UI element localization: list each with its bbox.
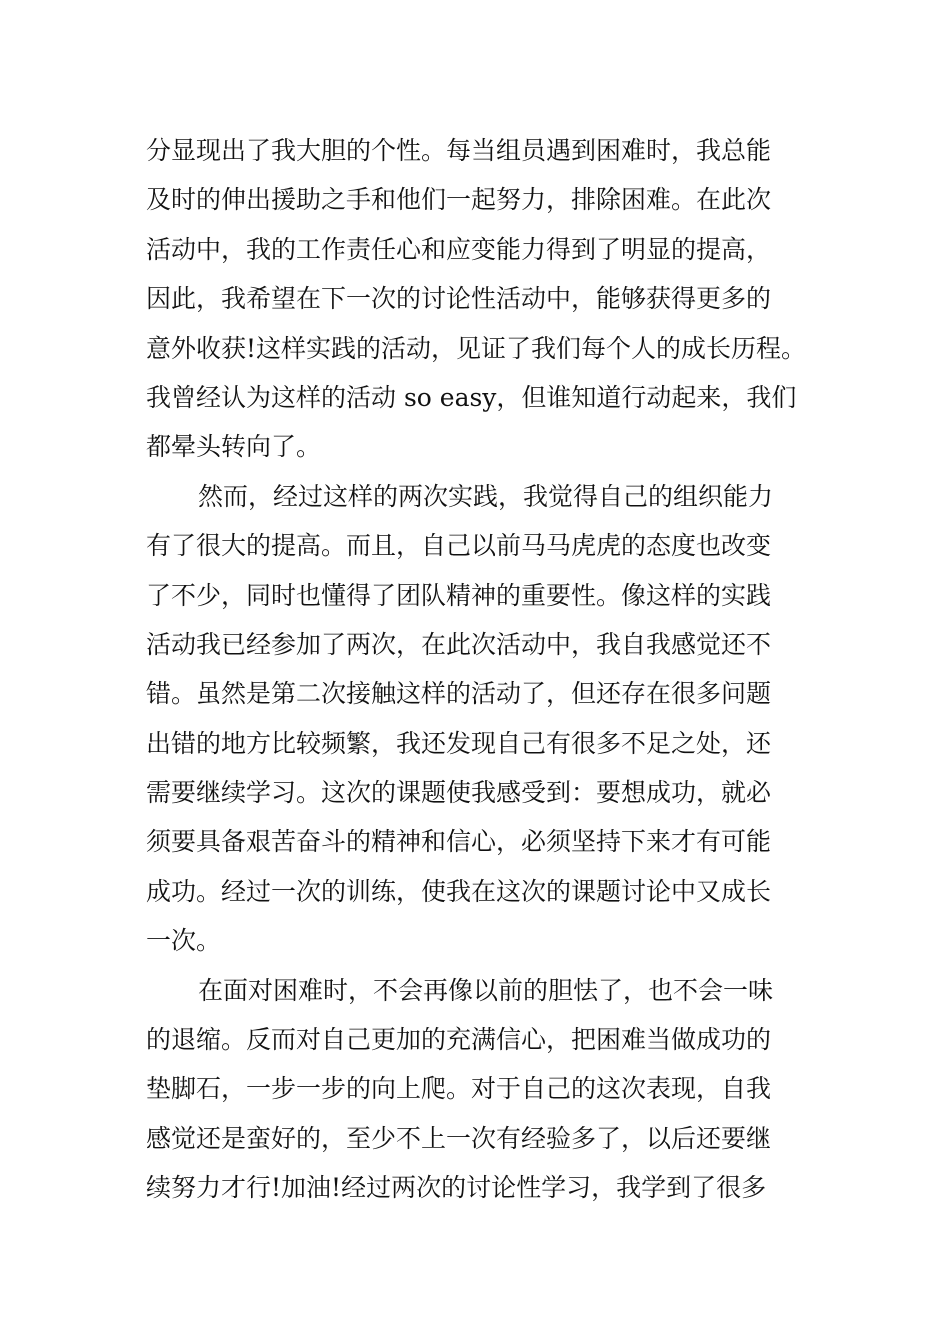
text-line: 我曾经认为这样的活动 so easy，但谁知道行动起来，我们: [146, 382, 797, 412]
text-line: 活动中，我的工作责任心和应变能力得到了明显的提高，: [146, 234, 772, 264]
text-line: 了不少，同时也懂得了团队精神的重要性。像这样的实践: [146, 580, 772, 610]
text-line: 感觉还是蛮好的，至少不上一次有经验多了，以后还要继: [146, 1123, 772, 1153]
text-line: 活动我已经参加了两次，在此次活动中，我自我感觉还不: [146, 629, 772, 659]
text-line: 分显现出了我大胆的个性。每当组员遇到困难时，我总能: [146, 136, 772, 165]
text-line: 错。虽然是第二次接触这样的活动了，但还存在很多问题: [146, 679, 772, 709]
paragraph-2: [146, 472, 826, 966]
document-body: [146, 126, 826, 1213]
text-line: 一次。: [146, 926, 222, 956]
text-line: 有了很大的提高。而且，自己以前马马虎虎的态度也改变: [146, 531, 772, 561]
text-line-indented: 然而，经过这样的两次实践，我觉得自己的组织能力: [198, 481, 774, 511]
text-line: 因此，我希望在下一次的讨论性活动中，能够获得更多的: [146, 284, 772, 314]
text-line: 及时的伸出援助之手和他们一起努力，排除困难。在此次: [146, 185, 772, 215]
text-line: 续努力才行!加油!经过两次的讨论性学习，我学到了很多: [146, 1173, 767, 1203]
text-line: 垫脚石，一步一步的向上爬。对于自己的这次表现，自我: [146, 1074, 772, 1104]
text-line: 出错的地方比较频繁，我还发现自己有很多不足之处，还: [146, 728, 772, 758]
paragraph-1: [146, 126, 826, 472]
text-line: 意外收获!这样实践的活动，见证了我们每个人的成长历程。: [146, 333, 807, 363]
text-line: 都晕头转向了。: [146, 432, 322, 462]
text-line: 的退缩。反而对自己更加的充满信心，把困难当做成功的: [146, 1025, 772, 1055]
text-line: 需要继续学习。这次的课题使我感受到：要想成功，就必: [146, 778, 772, 808]
text-line: 成功。经过一次的训练，使我在这次的课题讨论中又成长: [146, 876, 772, 906]
text-line: 须要具备艰苦奋斗的精神和信心，必须坚持下来才有可能: [146, 827, 772, 857]
text-line-indented: 在面对困难时，不会再像以前的胆怯了，也不会一味: [198, 975, 774, 1005]
paragraph-3: [146, 966, 826, 1213]
